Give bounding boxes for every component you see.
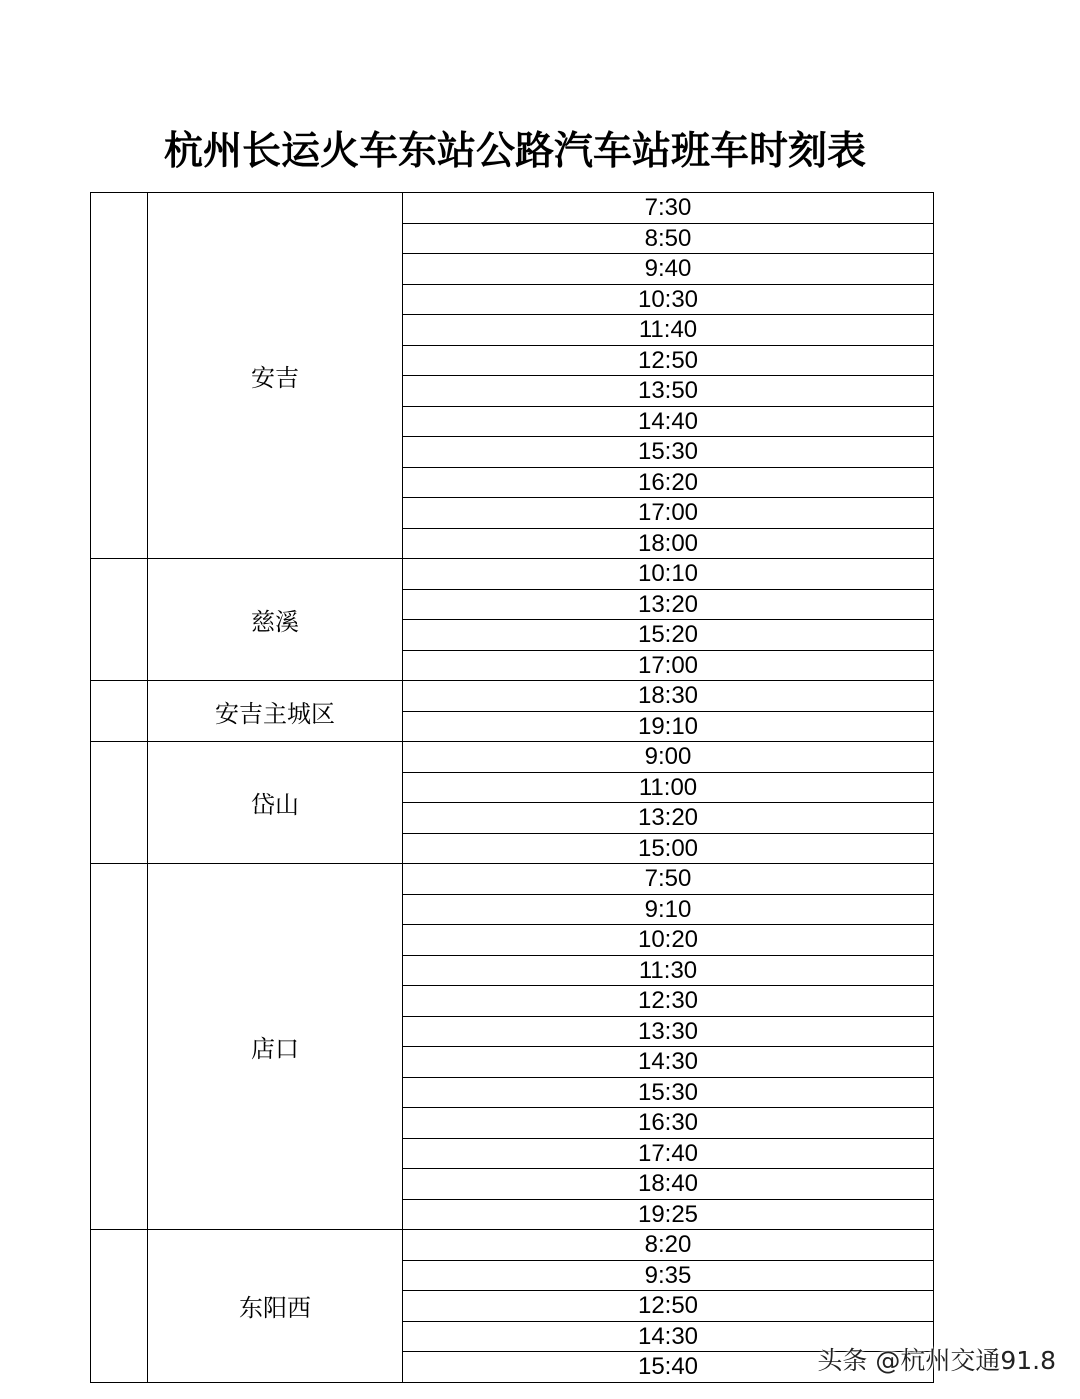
departure-time-cell: 18:00	[403, 528, 934, 559]
departure-time-cell: 19:25	[403, 1199, 934, 1230]
table-row	[91, 681, 934, 712]
departure-time-cell: 15:20	[403, 620, 934, 651]
destination-cell: 慈溪	[148, 559, 403, 681]
departure-time-cell: 15:00	[403, 833, 934, 864]
departure-time-cell: 10:10	[403, 559, 934, 590]
departure-time-cell: 15:30	[403, 437, 934, 468]
route-index-cell	[91, 742, 148, 864]
departure-time-cell: 11:40	[403, 315, 934, 346]
route-index-cell	[91, 864, 148, 1230]
departure-time-cell: 15:30	[403, 1077, 934, 1108]
departure-time-cell: 13:20	[403, 803, 934, 834]
departure-time-cell: 17:00	[403, 498, 934, 529]
departure-time-cell: 12:50	[403, 1291, 934, 1322]
departure-time-cell: 18:30	[403, 681, 934, 712]
departure-time-cell: 11:30	[403, 955, 934, 986]
departure-time-cell: 9:40	[403, 254, 934, 285]
departure-time-cell: 9:00	[403, 742, 934, 773]
departure-time-cell: 14:40	[403, 406, 934, 437]
departure-time-cell: 17:40	[403, 1138, 934, 1169]
departure-time-cell: 13:20	[403, 589, 934, 620]
departure-time-cell: 15:40	[403, 1352, 934, 1383]
departure-time-cell: 7:30	[403, 193, 934, 224]
departure-time-cell: 7:50	[403, 864, 934, 895]
table-row	[91, 864, 934, 895]
departure-time-cell: 10:20	[403, 925, 934, 956]
destination-cell: 东阳西	[148, 1230, 403, 1383]
table-row	[91, 193, 934, 224]
departure-time-cell: 8:50	[403, 223, 934, 254]
route-index-cell	[91, 681, 148, 742]
departure-time-cell: 12:50	[403, 345, 934, 376]
table-row	[91, 1230, 934, 1261]
departure-time-cell: 13:30	[403, 1016, 934, 1047]
destination-cell: 店口	[148, 864, 403, 1230]
destination-cell: 安吉	[148, 193, 403, 559]
timetable	[90, 192, 934, 1383]
departure-time-cell: 13:50	[403, 376, 934, 407]
departure-time-cell: 10:30	[403, 284, 934, 315]
watermark: 头条 @杭州交通91.8	[817, 1346, 1056, 1375]
departure-time-cell: 17:00	[403, 650, 934, 681]
destination-cell: 岱山	[148, 742, 403, 864]
departure-time-cell: 16:30	[403, 1108, 934, 1139]
departure-time-cell: 8:20	[403, 1230, 934, 1261]
departure-time-cell: 16:20	[403, 467, 934, 498]
departure-time-cell: 9:35	[403, 1260, 934, 1291]
page-title: 杭州长运火车东站公路汽车站班车时刻表	[163, 128, 866, 174]
table-row	[91, 559, 934, 590]
departure-time-cell: 19:10	[403, 711, 934, 742]
departure-time-cell: 9:10	[403, 894, 934, 925]
departure-time-cell: 11:00	[403, 772, 934, 803]
departure-time-cell: 14:30	[403, 1321, 934, 1352]
departure-time-cell: 12:30	[403, 986, 934, 1017]
table-row	[91, 742, 934, 773]
destination-cell: 安吉主城区	[148, 681, 403, 742]
route-index-cell	[91, 1230, 148, 1383]
route-index-cell	[91, 193, 148, 559]
departure-time-cell: 18:40	[403, 1169, 934, 1200]
departure-time-cell: 14:30	[403, 1047, 934, 1078]
route-index-cell	[91, 559, 148, 681]
